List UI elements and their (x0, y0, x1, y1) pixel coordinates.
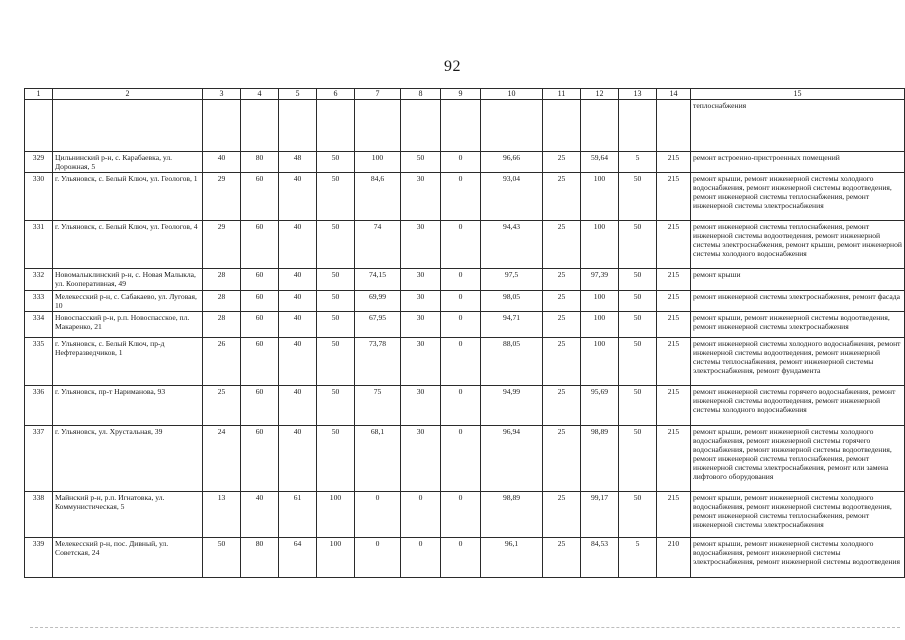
cell-col-6 (317, 100, 355, 152)
cell-col-14: 215 (657, 386, 691, 426)
cell-col-8: 30 (401, 338, 441, 386)
cell-work-types: ремонт крыши, ремонт инженерной системы холодного водоснабжения, ремонт инженерной системы горячего водоснабжения, ремонт инженерной системы водоотведения, ремонт инженерной системы теплоснабжения, ремонт инженерной системы электроснабжения, ремонт или замена лифтового оборудования (691, 426, 905, 492)
cell-col-9 (441, 100, 481, 152)
cell-col-6: 50 (317, 221, 355, 269)
cell-work-types: ремонт инженерной системы холодного водоснабжения, ремонт инженерной системы водоотведения, ремонт инженерной системы теплоснабжения, ремонт инженерной системы электроснабжения, ремонт фундамента (691, 338, 905, 386)
cell-col-3: 25 (203, 386, 241, 426)
cell-col-5: 40 (279, 386, 317, 426)
cell-col-3: 24 (203, 426, 241, 492)
cell-col-5: 40 (279, 221, 317, 269)
cell-col-8: 0 (401, 492, 441, 538)
cell-col-12: 100 (581, 291, 619, 312)
cell-col-6: 50 (317, 426, 355, 492)
cell-col-11: 25 (543, 312, 581, 338)
cell-col-13: 5 (619, 538, 657, 578)
cell-col-8: 30 (401, 269, 441, 291)
cell-work-types: ремонт крыши, ремонт инженерной системы холодного водоснабжения, ремонт инженерной системы водоотведения, ремонт инженерной системы теплоснабжения, ремонт инженерной системы электроснабжения (691, 173, 905, 221)
cell-col-9: 0 (441, 538, 481, 578)
table-row (25, 221, 905, 269)
cell-col-11 (543, 100, 581, 152)
column-number-9: 9 (441, 89, 481, 100)
cell-col-10: 97,5 (481, 269, 543, 291)
cell-col-8: 30 (401, 291, 441, 312)
cell-col-14 (657, 100, 691, 152)
cell-col-4: 60 (241, 426, 279, 492)
table-row (25, 152, 905, 173)
cell-col-7 (355, 100, 401, 152)
cell-col-13: 50 (619, 269, 657, 291)
cell-col-5: 48 (279, 152, 317, 173)
cell-col-4: 60 (241, 291, 279, 312)
cell-col-9: 0 (441, 221, 481, 269)
cell-address: Цильнинский р-н, с. Карабаевка, ул. Дорожная, 5 (53, 152, 203, 173)
cell-col-10: 93,04 (481, 173, 543, 221)
cell-col-4: 60 (241, 338, 279, 386)
cell-col-13: 50 (619, 221, 657, 269)
cell-col-8: 30 (401, 221, 441, 269)
regional-program-table (24, 88, 905, 578)
cell-row-number: 336 (25, 386, 53, 426)
cell-col-14: 215 (657, 291, 691, 312)
cell-work-types: ремонт инженерной системы теплоснабжения, ремонт инженерной системы водоотведения, ремонт инженерной системы электроснабжения, ремонт крыши, ремонт инженерной системы холодного водоснабжения (691, 221, 905, 269)
cell-col-13: 50 (619, 338, 657, 386)
cell-col-11: 25 (543, 338, 581, 386)
cell-col-9: 0 (441, 492, 481, 538)
cell-col-7: 68,1 (355, 426, 401, 492)
cell-address: Мелекесский р-н, с. Сабакаево, ул. Луговая, 10 (53, 291, 203, 312)
cell-work-types: ремонт крыши, ремонт инженерной системы холодного водоснабжения, ремонт инженерной системы водоотведения, ремонт инженерной системы теплоснабжения, ремонт инженерной системы электроснабжения (691, 492, 905, 538)
cell-address: г. Ульяновск, с. Белый Ключ, ул. Геологов, 1 (53, 173, 203, 221)
cell-col-8: 30 (401, 173, 441, 221)
cell-col-14: 215 (657, 426, 691, 492)
cell-col-8: 30 (401, 386, 441, 426)
cell-col-13 (619, 100, 657, 152)
cell-address: Майнский р-н, р.п. Игнатовка, ул. Коммунистическая, 5 (53, 492, 203, 538)
column-number-12: 12 (581, 89, 619, 100)
column-number-5: 5 (279, 89, 317, 100)
cell-address: г. Ульяновск, с. Белый Ключ, пр-д Нефтеразведчиков, 1 (53, 338, 203, 386)
cell-row-number: 329 (25, 152, 53, 173)
cell-col-7: 0 (355, 492, 401, 538)
cell-work-types: ремонт инженерной системы горячего водоснабжения, ремонт инженерной системы водоотведения, ремонт инженерной системы холодного водоснабжения (691, 386, 905, 426)
cell-col-3: 13 (203, 492, 241, 538)
table-row (25, 269, 905, 291)
cell-row-number: 335 (25, 338, 53, 386)
column-number-4: 4 (241, 89, 279, 100)
cell-col-14: 215 (657, 221, 691, 269)
cell-col-13: 50 (619, 312, 657, 338)
cell-col-9: 0 (441, 338, 481, 386)
cell-col-9: 0 (441, 152, 481, 173)
cell-col-8: 30 (401, 426, 441, 492)
cell-col-6: 50 (317, 173, 355, 221)
cell-col-4: 60 (241, 312, 279, 338)
cell-col-14: 215 (657, 152, 691, 173)
cell-row-number: 337 (25, 426, 53, 492)
column-number-6: 6 (317, 89, 355, 100)
cell-col-13: 5 (619, 152, 657, 173)
cell-col-5: 61 (279, 492, 317, 538)
cell-col-7: 67,95 (355, 312, 401, 338)
cell-col-12: 100 (581, 221, 619, 269)
cell-col-7: 84,6 (355, 173, 401, 221)
cell-col-5: 40 (279, 312, 317, 338)
cell-col-11: 25 (543, 221, 581, 269)
cell-col-7: 100 (355, 152, 401, 173)
cell-col-10 (481, 100, 543, 152)
cell-col-10: 98,05 (481, 291, 543, 312)
column-number-2: 2 (53, 89, 203, 100)
bottom-scan-line (30, 627, 900, 630)
cell-address: Новомалыклинский р-н, с. Новая Малыкла, ул. Кооперативная, 49 (53, 269, 203, 291)
cell-col-3: 26 (203, 338, 241, 386)
cell-col-4: 60 (241, 221, 279, 269)
cell-col-7: 73,78 (355, 338, 401, 386)
cell-col-3: 29 (203, 173, 241, 221)
column-number-10: 10 (481, 89, 543, 100)
cell-col-13: 50 (619, 492, 657, 538)
cell-col-8: 50 (401, 152, 441, 173)
table-row (25, 426, 905, 492)
cell-col-11: 25 (543, 173, 581, 221)
cell-col-13: 50 (619, 173, 657, 221)
cell-col-3: 50 (203, 538, 241, 578)
cell-col-5: 40 (279, 173, 317, 221)
cell-col-14: 215 (657, 269, 691, 291)
cell-col-11: 25 (543, 426, 581, 492)
cell-col-9: 0 (441, 426, 481, 492)
cell-col-4: 60 (241, 386, 279, 426)
cell-col-6: 50 (317, 269, 355, 291)
table-row (25, 291, 905, 312)
cell-col-6: 50 (317, 338, 355, 386)
cell-col-13: 50 (619, 291, 657, 312)
cell-col-14: 215 (657, 312, 691, 338)
cell-col-9: 0 (441, 312, 481, 338)
cell-row-number: 339 (25, 538, 53, 578)
cell-col-10: 88,05 (481, 338, 543, 386)
cell-col-3: 28 (203, 312, 241, 338)
cell-col-11: 25 (543, 386, 581, 426)
cell-col-10: 96,1 (481, 538, 543, 578)
cell-col-11: 25 (543, 538, 581, 578)
cell-row-number: 332 (25, 269, 53, 291)
header-row (25, 89, 905, 100)
cell-col-14: 215 (657, 492, 691, 538)
cell-col-5 (279, 100, 317, 152)
cell-col-3: 29 (203, 221, 241, 269)
column-number-11: 11 (543, 89, 581, 100)
cell-address: Новоспасский р-н, р.п. Новоспасское, пл. Макаренко, 21 (53, 312, 203, 338)
column-number-13: 13 (619, 89, 657, 100)
cell-col-8: 0 (401, 538, 441, 578)
cell-work-types: ремонт инженерной системы электроснабжения, ремонт фасада (691, 291, 905, 312)
cell-col-6: 100 (317, 538, 355, 578)
cell-col-12: 99,17 (581, 492, 619, 538)
cell-col-12: 97,39 (581, 269, 619, 291)
cell-col-4: 80 (241, 152, 279, 173)
cell-work-types: ремонт крыши, ремонт инженерной системы водоотведения, ремонт инженерной системы электроснабжения (691, 312, 905, 338)
cell-col-8: 30 (401, 312, 441, 338)
cell-col-6: 50 (317, 386, 355, 426)
cell-col-4: 80 (241, 538, 279, 578)
cell-col-6: 100 (317, 492, 355, 538)
table-row (25, 173, 905, 221)
cell-col-11: 25 (543, 269, 581, 291)
cell-row-number: 333 (25, 291, 53, 312)
cell-col-11: 25 (543, 492, 581, 538)
cell-row-number: 338 (25, 492, 53, 538)
cell-address: г. Ульяновск, пр-т Нариманова, 93 (53, 386, 203, 426)
cell-col-5: 40 (279, 426, 317, 492)
cell-col-13: 50 (619, 426, 657, 492)
cell-row-number: 334 (25, 312, 53, 338)
cell-col-3 (203, 100, 241, 152)
cell-col-7: 75 (355, 386, 401, 426)
cell-work-types: ремонт крыши, ремонт инженерной системы холодного водоснабжения, ремонт инженерной системы электроснабжения, ремонт инженерной системы водоотведения (691, 538, 905, 578)
cell-row-number: 330 (25, 173, 53, 221)
cell-col-11: 25 (543, 291, 581, 312)
cell-address (53, 100, 203, 152)
table-row (25, 386, 905, 426)
cell-col-6: 50 (317, 312, 355, 338)
cell-col-14: 210 (657, 538, 691, 578)
cell-col-12: 100 (581, 312, 619, 338)
cell-col-10: 94,71 (481, 312, 543, 338)
cell-col-6: 50 (317, 291, 355, 312)
cell-col-7: 69,99 (355, 291, 401, 312)
table-row (25, 492, 905, 538)
cell-col-3: 28 (203, 269, 241, 291)
cell-work-types: ремонт крыши (691, 269, 905, 291)
cell-work-types: ремонт встроенно-пристроенных помещений (691, 152, 905, 173)
cell-row-number: 331 (25, 221, 53, 269)
cell-col-13: 50 (619, 386, 657, 426)
cell-col-11: 25 (543, 152, 581, 173)
cell-col-12: 100 (581, 173, 619, 221)
cell-row-number (25, 100, 53, 152)
cell-col-7: 74 (355, 221, 401, 269)
cell-col-9: 0 (441, 173, 481, 221)
cell-col-14: 215 (657, 338, 691, 386)
cell-col-10: 96,94 (481, 426, 543, 492)
cell-col-12: 95,69 (581, 386, 619, 426)
cell-col-7: 0 (355, 538, 401, 578)
cell-col-12: 84,53 (581, 538, 619, 578)
cell-col-5: 64 (279, 538, 317, 578)
page-number: 92 (444, 58, 461, 75)
cell-col-12 (581, 100, 619, 152)
cell-col-10: 94,43 (481, 221, 543, 269)
cell-col-10: 96,66 (481, 152, 543, 173)
cell-col-7: 74,15 (355, 269, 401, 291)
cell-col-5: 40 (279, 338, 317, 386)
cell-address: г. Ульяновск, ул. Хрустальная, 39 (53, 426, 203, 492)
cell-col-14: 215 (657, 173, 691, 221)
cell-col-9: 0 (441, 291, 481, 312)
cell-col-4: 40 (241, 492, 279, 538)
column-number-3: 3 (203, 89, 241, 100)
table-row (25, 338, 905, 386)
column-number-15: 15 (691, 89, 905, 100)
table-row (25, 538, 905, 578)
cell-col-8 (401, 100, 441, 152)
column-number-1: 1 (25, 89, 53, 100)
cell-col-3: 28 (203, 291, 241, 312)
cell-col-12: 59,64 (581, 152, 619, 173)
cell-col-10: 98,89 (481, 492, 543, 538)
cell-col-9: 0 (441, 386, 481, 426)
table-row (25, 312, 905, 338)
cell-col-5: 40 (279, 269, 317, 291)
cell-col-4: 60 (241, 173, 279, 221)
cell-col-4: 60 (241, 269, 279, 291)
cell-address: Мелекесский р-н, пос. Дивный, ул. Советская, 24 (53, 538, 203, 578)
cell-col-6: 50 (317, 152, 355, 173)
table-row (25, 100, 905, 152)
cell-col-12: 100 (581, 338, 619, 386)
column-number-7: 7 (355, 89, 401, 100)
cell-col-12: 98,89 (581, 426, 619, 492)
column-number-14: 14 (657, 89, 691, 100)
cell-col-4 (241, 100, 279, 152)
cell-work-types: теплоснабжения (691, 100, 905, 152)
column-number-8: 8 (401, 89, 441, 100)
cell-col-3: 40 (203, 152, 241, 173)
cell-col-10: 94,99 (481, 386, 543, 426)
cell-col-5: 40 (279, 291, 317, 312)
cell-col-9: 0 (441, 269, 481, 291)
cell-address: г. Ульяновск, с. Белый Ключ, ул. Геологов, 4 (53, 221, 203, 269)
